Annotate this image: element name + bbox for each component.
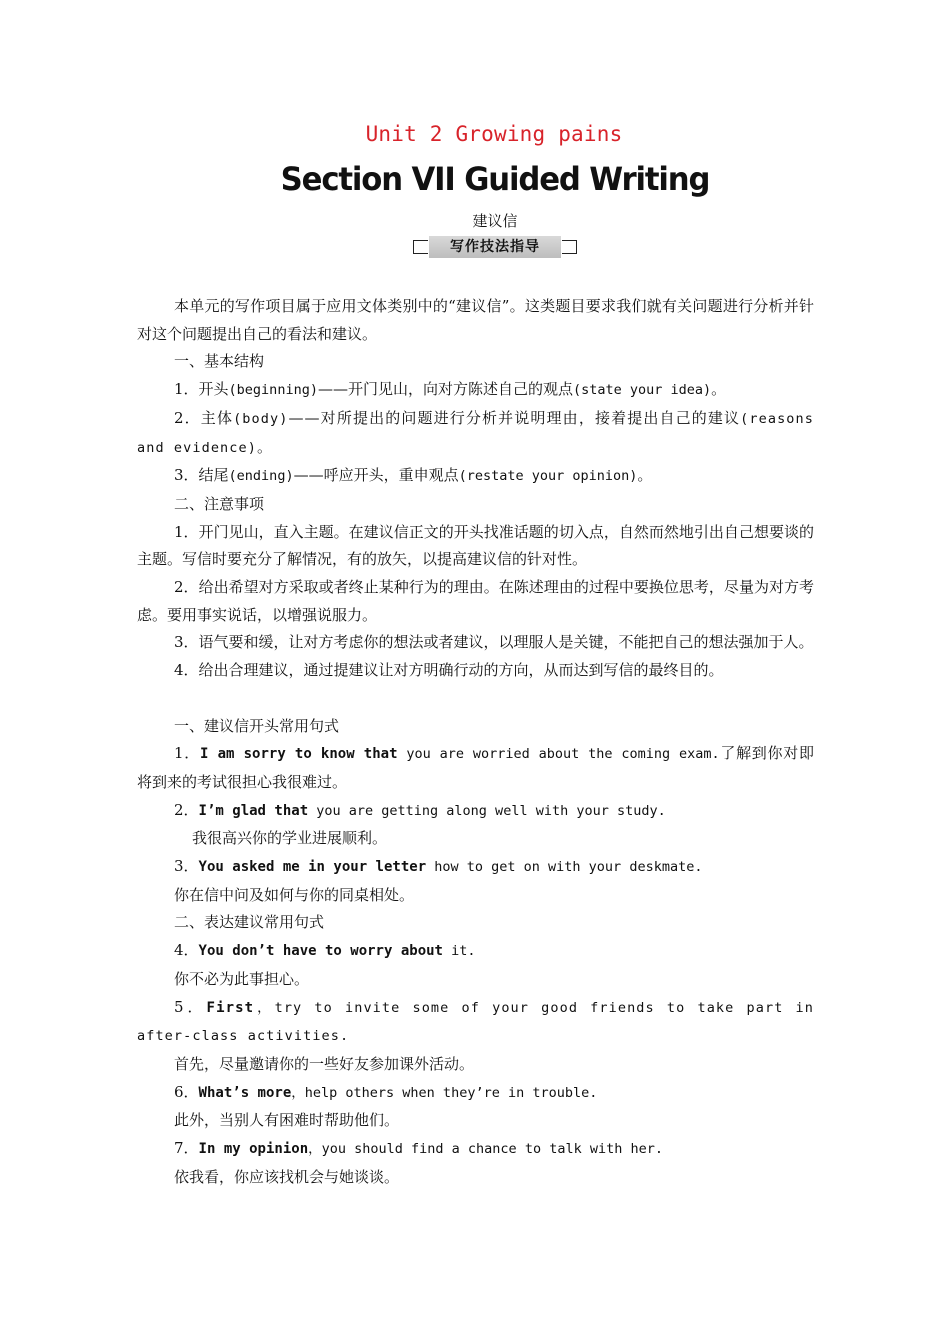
sentence-key-phrase: In my opinion bbox=[198, 1141, 309, 1158]
item-en2: (reasons and evidence) bbox=[137, 410, 814, 456]
sentence-key-phrase: You don’t have to worry about bbox=[198, 943, 443, 960]
spacer bbox=[137, 685, 814, 713]
sentence-rest: it. bbox=[442, 943, 476, 960]
suggestions-heading: 二、表达建议常用句式 bbox=[174, 913, 325, 932]
sentence-3 bbox=[137, 853, 814, 882]
sentence-2 bbox=[137, 797, 814, 826]
sentence-7-translation: 依我看，你应该找机会与她谈谈。 bbox=[174, 1167, 400, 1186]
openings-heading: 一、建议信开头常用句式 bbox=[174, 716, 340, 735]
sentence-5 bbox=[137, 994, 814, 1051]
sentence-7 bbox=[137, 1135, 814, 1164]
sentence-6 bbox=[137, 1079, 814, 1108]
sentence-number: 4． bbox=[174, 941, 199, 960]
item-end: 。 bbox=[256, 437, 274, 456]
banner-bracket-right bbox=[562, 240, 577, 254]
banner-label: 写作技法指导 bbox=[429, 236, 561, 258]
sentence-number: 5． bbox=[174, 997, 207, 1016]
sentence-key-phrase: I am sorry to know that bbox=[200, 746, 398, 763]
item-end: 。 bbox=[711, 380, 727, 399]
sentence-number: 3． bbox=[174, 857, 199, 876]
notes-heading: 二、注意事项 bbox=[174, 494, 265, 513]
writing-technique-banner bbox=[413, 236, 577, 260]
sentence-4-translation: 你不必为此事担心。 bbox=[174, 969, 310, 988]
structure-item-2 bbox=[137, 405, 814, 462]
item-en: (body) bbox=[233, 410, 289, 427]
structure-heading: 一、基本结构 bbox=[174, 352, 265, 371]
item-number: 1．开头 bbox=[174, 380, 229, 399]
item-en2: (restate your opinion) bbox=[458, 468, 638, 485]
sentence-number: 6． bbox=[174, 1082, 199, 1101]
sentence-5-translation: 首先，尽量邀请你的一些好友参加课外活动。 bbox=[174, 1054, 475, 1073]
sentence-rest: you are getting along well with your study. bbox=[308, 802, 666, 819]
section-title: Section VII Guided Writing bbox=[280, 160, 710, 198]
item-en: (ending) bbox=[228, 468, 294, 485]
sentence-number: 1． bbox=[174, 744, 201, 763]
unit-title: Unit 2 Growing pains bbox=[365, 122, 623, 146]
item-number: 2．主体 bbox=[174, 408, 234, 427]
structure-item-3 bbox=[137, 462, 814, 491]
sentence-number: 7． bbox=[174, 1139, 199, 1158]
sentence-key-phrase: I’m glad that bbox=[198, 802, 309, 819]
item-cn: ——呼应开头，重申观点 bbox=[293, 466, 459, 485]
sentence-2-translation: 我很高兴你的学业进展顺利。 bbox=[192, 829, 388, 848]
sentence-1 bbox=[137, 740, 814, 796]
sentence-translation: 了解到你对即将到来的考试很担心我很难过。 bbox=[137, 744, 814, 791]
document-body bbox=[137, 293, 814, 1191]
sentence-rest: how to get on with your deskmate. bbox=[426, 859, 703, 876]
sentence-4 bbox=[137, 937, 814, 966]
sentence-key-phrase: You asked me in your letter bbox=[198, 859, 427, 876]
sentence-rest: ，you should find a chance to talk with her. bbox=[308, 1141, 663, 1158]
item-number: 3．结尾 bbox=[174, 466, 229, 485]
note-item-3: 3．语气要和缓，让对方考虑你的想法或者建议，以理服人是关键，不能把自己的想法强加于人。 bbox=[174, 633, 814, 652]
sentence-key-phrase: What’s more bbox=[198, 1084, 292, 1101]
sentence-3-translation: 你在信中问及如何与你的同桌相处。 bbox=[174, 885, 415, 904]
note-item-4: 4．给出合理建议，通过提建议让对方明确行动的方向，从而达到写信的最终目的。 bbox=[174, 661, 724, 680]
item-cn: ——开门见山，向对方陈述自己的观点 bbox=[317, 380, 573, 399]
subtitle: 建议信 bbox=[472, 212, 518, 230]
sentence-rest: you are worried about the coming exam. bbox=[397, 746, 720, 763]
sentence-number: 2． bbox=[174, 800, 199, 819]
intro-paragraph: 本单元的写作项目属于应用文体类别中的“建议信”。这类题目要求我们就有关问题进行分析并针对这个问题提出自己的看法和建议。 bbox=[137, 297, 814, 343]
sentence-6-translation: 此外，当别人有困难时帮助他们。 bbox=[174, 1111, 400, 1130]
sentence-key-phrase: First bbox=[206, 999, 255, 1016]
item-en2: (state your idea) bbox=[572, 382, 712, 399]
structure-item-1 bbox=[137, 376, 814, 405]
sentence-rest: ，help others when they’re in trouble. bbox=[291, 1084, 598, 1101]
item-cn: ——对所提出的问题进行分析并说明理由，接着提出自己的建议 bbox=[288, 408, 741, 427]
note-item-1: 1．开门见山，直入主题。在建议信正文的开头找准话题的切入点，自然而然地引出自己想要谈的主题。写信时要充分了解情况，有的放矢，以提高建议信的针对性。 bbox=[137, 522, 814, 569]
sentence-rest: ，try to invite some of your good friends to take part in after-class activities. bbox=[137, 999, 814, 1045]
banner-bracket-left bbox=[413, 240, 428, 254]
item-en: (beginning) bbox=[228, 382, 318, 399]
item-end: 。 bbox=[637, 466, 653, 485]
note-item-2: 2．给出希望对方采取或者终止某种行为的理由。在陈述理由的过程中要换位思考，尽量为对方考虑。要用事实说话，以增强说服力。 bbox=[137, 578, 814, 624]
